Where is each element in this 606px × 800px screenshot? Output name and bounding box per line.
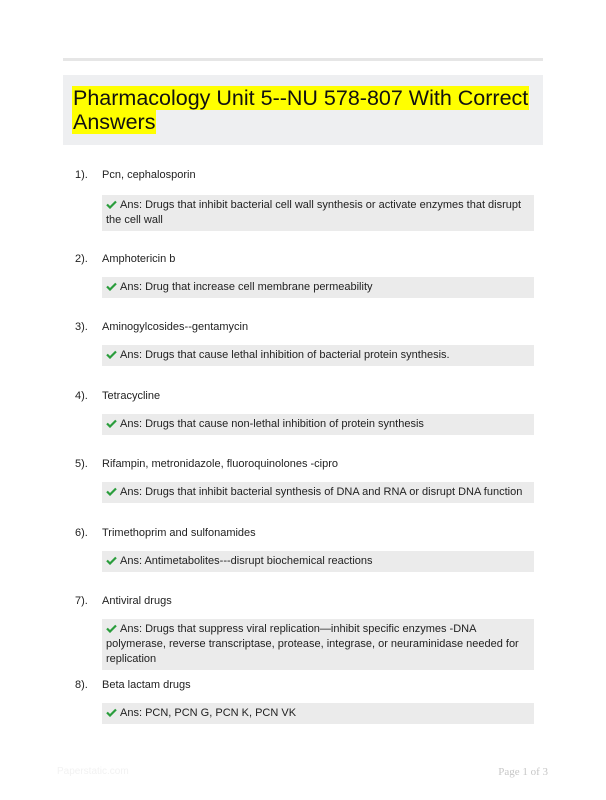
- check-icon: [106, 419, 117, 428]
- answer-text: Ans: Drugs that inhibit bacterial cell wall synthesis or activate enzymes that disrupt the cell wall: [106, 199, 522, 226]
- answer-text: Ans: PCN, PCN G, PCN K, PCN VK: [120, 707, 297, 719]
- check-icon: [106, 624, 117, 633]
- answer-box: [102, 703, 534, 724]
- question-text: Beta lactam drugs: [102, 679, 191, 691]
- top-divider: [63, 58, 543, 61]
- answer-text: Ans: Drugs that suppress viral replication—inhibit specific enzymes -DNA polymerase, reverse transcriptase, protease, integrase, or neuraminidase needed for replication: [106, 623, 519, 665]
- question-text: Tetracycline: [102, 390, 161, 402]
- answer-box: [102, 482, 534, 503]
- question-number: 7).: [75, 595, 88, 607]
- question-number: 8).: [75, 679, 88, 691]
- question-number: 3).: [75, 321, 88, 333]
- answer-text: Ans: Drugs that cause non-lethal inhibition of protein synthesis: [120, 418, 424, 430]
- check-icon: [106, 200, 117, 209]
- question-text: Trimethoprim and sulfonamides: [102, 527, 256, 539]
- answer-box: [102, 551, 534, 572]
- check-icon: [106, 556, 117, 565]
- question-number: 1).: [75, 169, 88, 181]
- answer-box: [102, 619, 534, 670]
- question-number: 4).: [75, 390, 88, 402]
- question-number: 2).: [75, 253, 88, 265]
- question-text: Amphotericin b: [102, 253, 176, 265]
- question-text: Pcn, cephalosporin: [102, 169, 196, 181]
- page-title: Pharmacology Unit 5--NU 578-807 With Correct Answers: [73, 86, 529, 134]
- answer-box: [102, 195, 534, 231]
- question-text: Antiviral drugs: [102, 595, 172, 607]
- footer-watermark: Paperstatic.com: [57, 766, 129, 777]
- question-number: 6).: [75, 527, 88, 539]
- answer-text: Ans: Drugs that inhibit bacterial synthesis of DNA and RNA or disrupt DNA function: [120, 486, 523, 498]
- question-text: Rifampin, metronidazole, fluoroquinolones -cipro: [102, 458, 339, 470]
- check-icon: [106, 708, 117, 717]
- answer-box: [102, 414, 534, 435]
- answer-text: Ans: Drug that increase cell membrane permeability: [120, 281, 373, 293]
- question-number: 5).: [75, 458, 88, 470]
- answer-box: [102, 277, 534, 298]
- answer-text: Ans: Drugs that cause lethal inhibition of bacterial protein synthesis.: [120, 349, 450, 361]
- question-text: Aminogylcosides--gentamycin: [102, 321, 249, 333]
- page-number: Page 1 of 3: [498, 766, 548, 778]
- check-icon: [106, 350, 117, 359]
- answer-text: Ans: Antimetabolites---disrupt biochemical reactions: [120, 555, 373, 567]
- answer-box: [102, 345, 534, 366]
- check-icon: [106, 282, 117, 291]
- title-block: [63, 75, 543, 145]
- check-icon: [106, 487, 117, 496]
